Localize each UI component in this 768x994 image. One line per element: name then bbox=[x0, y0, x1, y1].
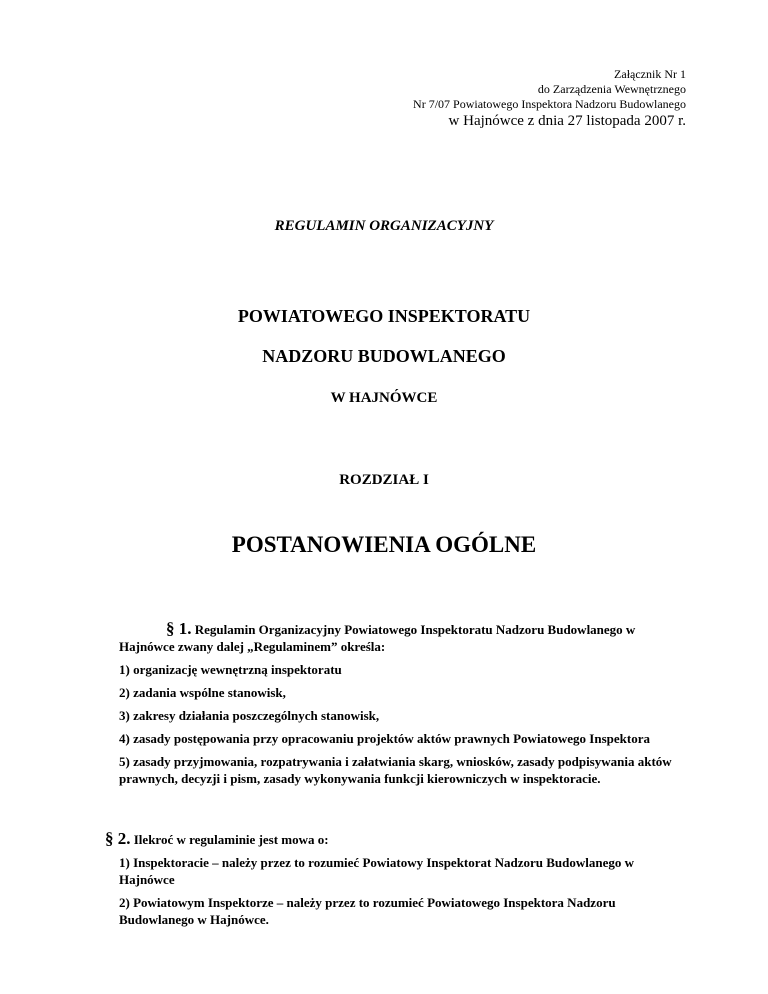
list-item: 1) Inspektoracie – należy przez to rozumieć Powiatowy Inspektorat Nadzoru Budowlanego w Hajnówce bbox=[119, 855, 635, 887]
list-item: 4) zasady postępowania przy opracowaniu projektów aktów prawnych Powiatowego Inspektora bbox=[119, 731, 650, 746]
annex-header bbox=[413, 67, 686, 130]
list-item: 1) organizację wewnętrzną inspektoratu bbox=[119, 662, 342, 677]
section-2-intro-text: Ilekroć w regulaminie jest mowa o: bbox=[130, 832, 329, 847]
section-2-intro bbox=[105, 830, 679, 848]
annex-line-1: Załącznik Nr 1 bbox=[614, 67, 686, 81]
section-1 bbox=[119, 620, 679, 793]
list-item: 2) zadania wspólne stanowisk, bbox=[119, 685, 286, 700]
annex-line-3: Nr 7/07 Powiatowego Inspektora Nadzoru Budowlanego bbox=[413, 97, 686, 111]
chapter-title: POSTANOWIENIA OGÓLNE bbox=[231, 532, 537, 557]
section-1-symbol: § 1. bbox=[166, 619, 192, 638]
section-1-intro-text: Regulamin Organizacyjny Powiatowego Inspektoratu Nadzoru Budowlanego w Hajnówce zwany dalej „Regulaminem” określa: bbox=[119, 622, 636, 654]
list-item: 3) zakresy działania poszczególnych stanowisk, bbox=[119, 708, 380, 723]
annex-line-4: w Hajnówce z dnia 27 listopada 2007 r. bbox=[448, 113, 686, 129]
annex-line-2: do Zarządzenia Wewnętrznego bbox=[537, 82, 686, 96]
list-item: 2) Powiatowym Inspektorze – należy przez to rozumieć Powiatowego Inspektora Nadzoru Budowlanego w Hajnówce. bbox=[119, 895, 616, 927]
list-item: 5) zasady przyjmowania, rozpatrywania i załatwiania skarg, wniosków, zasady podpisywania aktów prawnych, decyzji i pism, zasady wykonywania funkcji kierowniczych w inspektoracie. bbox=[119, 754, 672, 786]
section-2 bbox=[105, 829, 679, 934]
organization-line-2: NADZORU BUDOWLANEGO bbox=[262, 346, 506, 366]
chapter-label: ROZDZIAŁ I bbox=[339, 472, 429, 488]
section-2-symbol: § 2. bbox=[105, 829, 131, 848]
regulation-title: REGULAMIN ORGANIZACYJNY bbox=[274, 218, 494, 234]
section-1-intro bbox=[119, 620, 679, 655]
organization-line-1: POWIATOWEGO INSPEKTORATU bbox=[237, 306, 531, 326]
organization-line-3: W HAJNÓWCE bbox=[330, 390, 438, 406]
